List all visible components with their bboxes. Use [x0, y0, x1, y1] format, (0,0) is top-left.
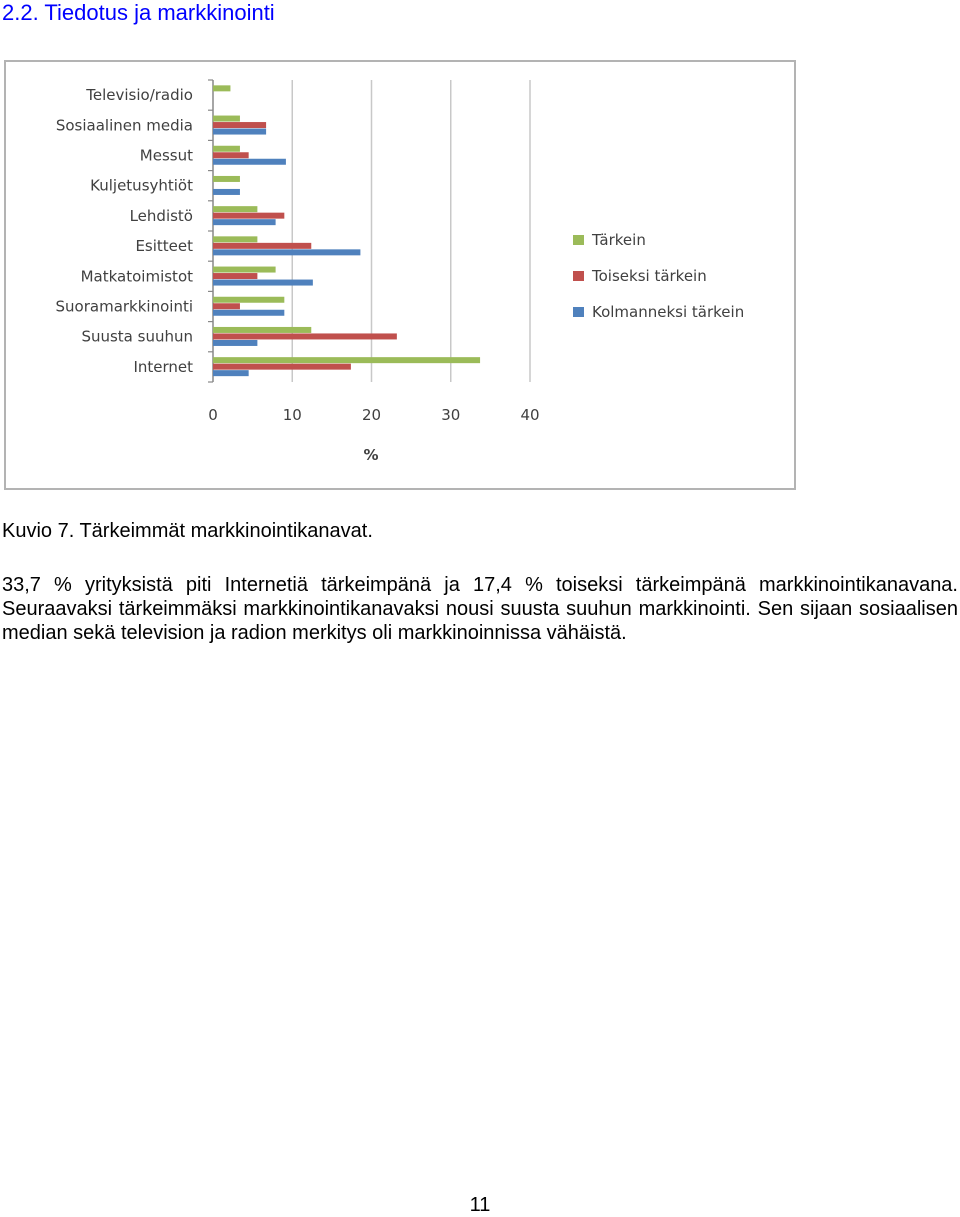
bar — [213, 357, 480, 363]
x-tick-label: 0 — [208, 406, 218, 424]
bar — [213, 236, 257, 242]
bar — [213, 364, 351, 370]
category-label: Kuljetusyhtiöt — [90, 176, 193, 195]
page-number: 11 — [469, 1194, 491, 1216]
bar — [213, 159, 286, 165]
category-label: Internet — [133, 357, 193, 376]
bar — [213, 249, 360, 255]
category-label: Lehdistö — [129, 206, 193, 225]
bar — [213, 206, 257, 212]
bar — [213, 267, 276, 273]
legend-label: Toiseksi tärkein — [592, 267, 707, 285]
chart-frame — [4, 60, 796, 490]
bar — [213, 327, 311, 333]
figure-caption: Kuvio 7. Tärkeimmät markkinointikanavat. — [2, 520, 373, 542]
category-label: Televisio/radio — [86, 86, 193, 105]
category-label: Suoramarkkinointi — [55, 297, 193, 316]
bar — [213, 310, 284, 316]
bar-chart — [6, 62, 794, 488]
x-axis-title: % — [363, 446, 379, 464]
x-tick-label: 10 — [282, 406, 302, 424]
bar — [213, 85, 230, 91]
category-label: Esitteet — [135, 237, 193, 256]
x-tick-label: 40 — [520, 406, 540, 424]
bar — [213, 340, 257, 346]
legend-swatch — [573, 235, 584, 245]
bar — [213, 280, 313, 286]
x-tick-label: 30 — [441, 406, 461, 424]
legend-label: Kolmanneksi tärkein — [592, 303, 745, 321]
bar — [213, 176, 240, 182]
bar — [213, 146, 240, 152]
category-label: Messut — [139, 146, 193, 165]
bar — [213, 129, 266, 135]
bar — [213, 122, 266, 128]
bar — [213, 219, 276, 225]
bar — [213, 273, 257, 279]
legend-swatch — [573, 307, 584, 317]
bar — [213, 370, 249, 376]
bar — [213, 303, 240, 309]
category-label: Sosiaalinen media — [55, 116, 193, 135]
legend-label: Tärkein — [592, 231, 646, 249]
legend-swatch — [573, 271, 584, 281]
bar — [213, 189, 240, 195]
bar — [213, 297, 284, 303]
bar — [213, 243, 311, 249]
category-label: Suusta suuhun — [81, 327, 193, 346]
bar — [213, 213, 284, 219]
bar — [213, 116, 240, 122]
bar — [213, 333, 397, 339]
bar — [213, 152, 249, 158]
body-paragraph: 33,7 % yrityksistä piti Internetiä tärkeimpänä ja 17,4 % toiseksi tärkeimpänä markkinointikanavana. Seuraavaksi tärkeimmäksi markkinointikanavaksi nousi suusta suuhun markkinointi. Sen sijaan sosiaalisen median sekä television ja radion merkitys oli markkinoinnissa vähäistä. — [2, 574, 958, 644]
x-tick-label: 20 — [361, 406, 382, 424]
section-heading: 2.2. Tiedotus ja markkinointi — [2, 0, 275, 25]
category-label: Matkatoimistot — [80, 267, 193, 286]
